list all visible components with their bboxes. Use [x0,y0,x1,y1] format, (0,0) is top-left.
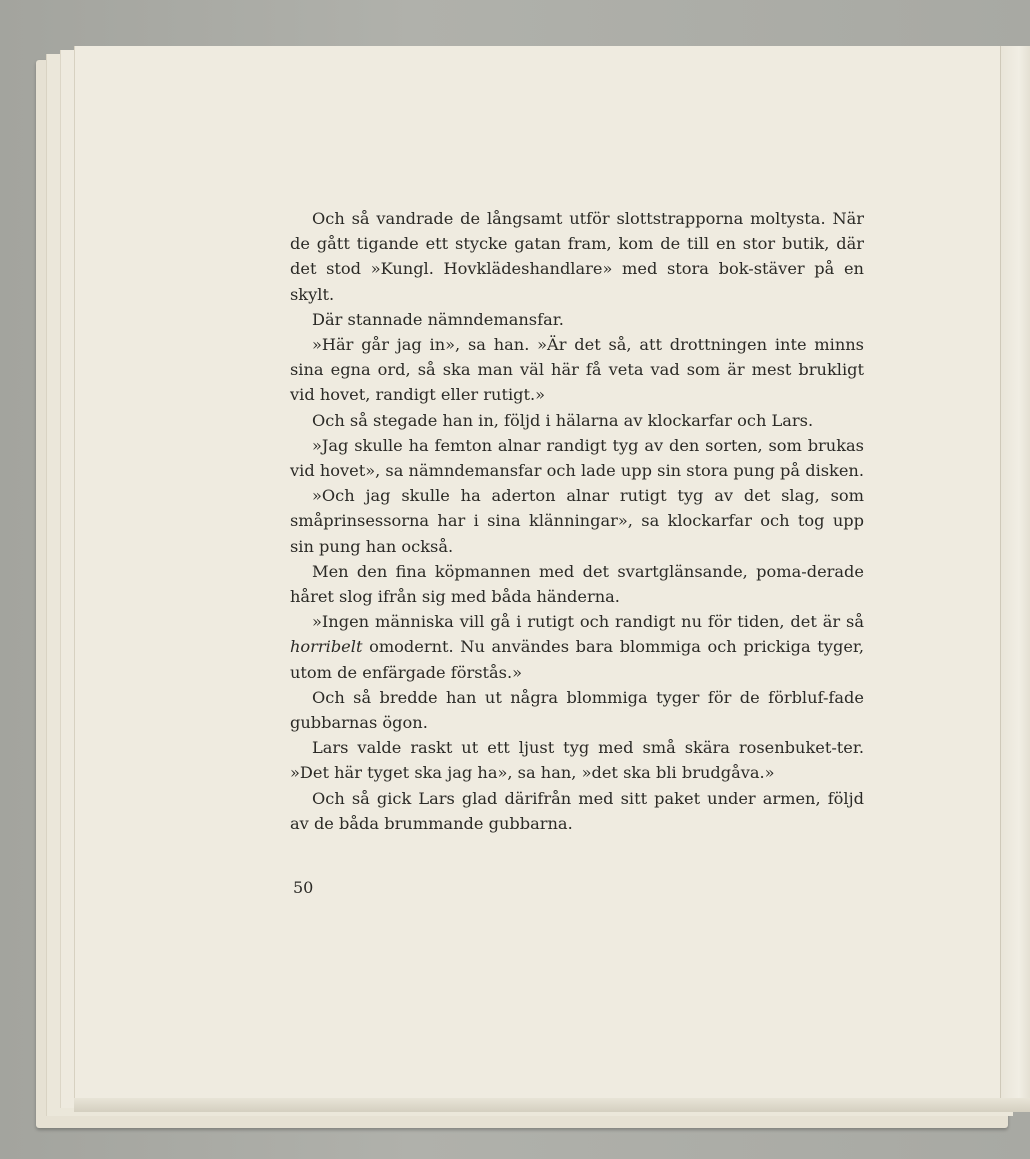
paragraph-8-end: omodernt. Nu användes bara blommiga och prickiga tyger, utom de enfärgade förstås.» [290,637,864,682]
page-number: 50 [293,878,314,897]
paragraph-7: Men den fina köpmannen med det svartglänsande, poma-derade håret slog ifrån sig med båda händerna. [290,561,864,607]
paragraph-8 [290,609,864,685]
paragraph-11: Och så gick Lars glad därifrån med sitt paket under armen, följd av de båda brummande gubbarna. [290,788,864,833]
paragraph-4: Och så stegade han in, följd i hälarna av klockarfar och Lars. [312,410,814,430]
paragraph-10: Lars valde raskt ut ett ljust tyg med små skära rosenbuket-ter. »Det här tyget ska jag ha», sa han, »det ska bli brudgåva.» [290,738,864,783]
body-text [290,206,864,836]
italic-word: horribelt [290,637,363,657]
paragraph-8-start: »Ingen människa vill gå i rutigt och randigt nu för tiden, det är så [312,612,864,632]
bottom-page-edge [74,1098,1030,1112]
right-page-edge [1000,46,1030,1104]
paragraph-6: »Och jag skulle ha aderton alnar rutigt tyg av det slag, som småprinsessorna har i sina klänningar», sa klockarfar och tog upp sin pung han också. [290,486,864,556]
paragraph-1: Och så vandrade de långsamt utför slottstrapporna moltysta. När de gått tigande ett stycke gatan fram, kom de till en stor butik, där det stod »Kungl. Hovklädeshandlare» med stora bok-stäver på en skylt. [290,209,864,304]
paragraph-2: Där stannade nämndemansfar. [312,309,564,329]
paragraph-9: Och så bredde han ut några blommiga tyger för de förbluf-fade gubbarnas ögon. [290,687,864,733]
paragraph-3: »Här går jag in», sa han. »Är det så, att drottningen inte minns sina egna ord, så ska man väl här få veta vad som är mest brukligt vid hovet, randigt eller rutigt.» [290,335,864,405]
paragraph-5: »Jag skulle ha femton alnar randigt tyg av den sorten, som brukas vid hovet», sa nämndemansfar och lade upp sin stora pung på disken. [290,435,865,481]
